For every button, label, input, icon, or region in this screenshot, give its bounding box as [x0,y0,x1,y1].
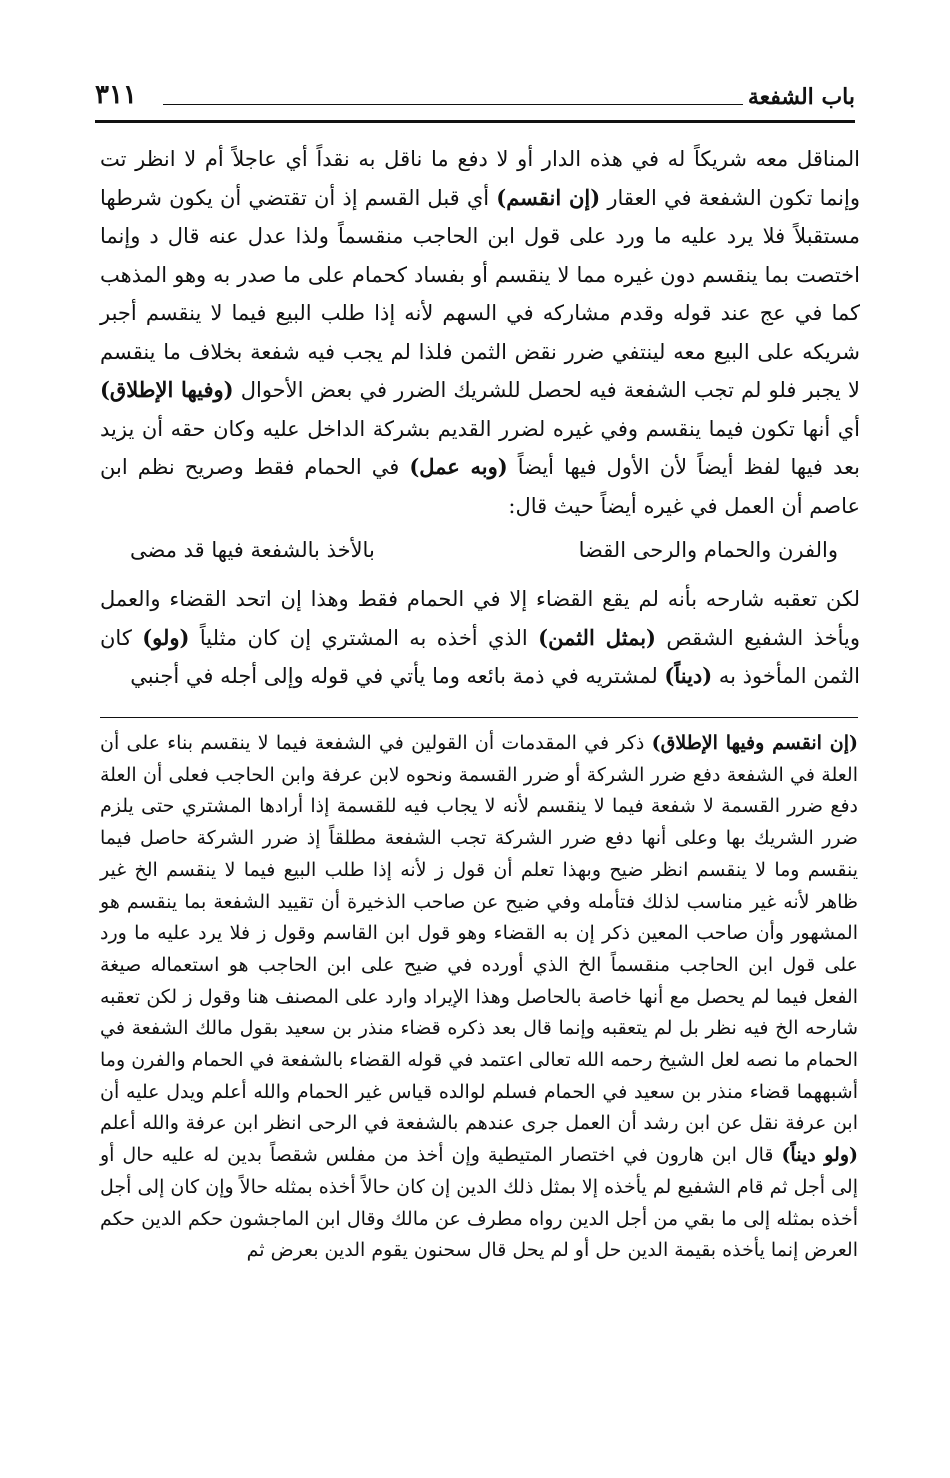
bold-lemma: (إن انقسم وفيها الإطلاق) [651,732,858,754]
bold-lemma: (ولو ديناً) [781,1144,858,1167]
verse-second-hemistich: بالأخذ بالشفعة فيها قد مضى [130,538,375,562]
page-number: ٣١١ [95,80,137,110]
text-run: لمشتريه في ذمة بائعه وما يأتي في قوله وإلى أجله في أجنبي [130,664,665,688]
bold-lemma: (ولو) [142,624,190,650]
bold-lemma: (إن انقسم) [496,184,601,210]
main-text-bottom [100,580,860,696]
footnote [100,728,858,1267]
text-run: الذي أخذه به المشتري إن كان مثلياً [189,625,539,650]
text-run: أي قبل القسم إذ أن تقتضي أن يكون شرطها مستقبلاً فلا يرد عليه ما ورد على قول ابن الحاجب منقسماً ولذا عدل عنه قال د وإنما اختصت بما ينقسم دون غيره مما لا ينقسم أو بفساد كحمام على ما صدر به وهو المذهب كما في عج عند قوله وقدم مشاركه في السهم لأنه إذا طلب البيع فيما لا ينقسم أجبر شريكه على البيع معه لينتفي ضرر نقض الثمن فلذا لم يجب فيه شفعة بخلاف ما ينقسم لا يجبر فلو لم تجب الشفعة فيه لحصل للشريك الضرر في بعض الأحوال [100,185,860,402]
text-run: كان الثمن المأخوذ به [100,625,860,688]
bold-lemma: (بمثل الثمن) [538,624,656,650]
verse-first-hemistich: والفرن والحمام والرحى القضا [578,538,838,562]
chapter-title: باب الشفعة [747,84,855,110]
main-paragraph-2 [100,580,860,696]
header-divider [95,120,855,123]
bold-lemma: (ديناً) [664,663,713,688]
bold-lemma: (وفيها الإطلاق) [100,377,234,402]
text-run: ذكر في المقدمات أن القولين في الشفعة فيما لا ينقسم بناء على أن العلة في الشفعة دفع ضرر الشركة أو ضرر القسمة ونحوه لابن عرفة وابن الحاجب فعلى أن العلة دفع ضرر القسمة لا شفعة فيما لا ينقسم لأنه لا يجاب فيه للقسمة إذا أرادها المشتري حتى يلزم ضرر الشريك بها وعلى أنها دفع ضرر الشركة تجب الشفعة مطلقاً إذ ضرر الشركة حاصل فيما ينقسم وما لا ينقسم انظر ضيح وبهذا تعلم أن قول ز لأنه إذا طلب البيع فيما لا ينقسم الخ غير ظاهر لأنه غير مناسب لذلك فتأمله وفي ضيح عن صاحب الذخيرة أن تقييد الشفعة بما ينقسم هو المشهور وأن صاحب المعين ذكر إن به القضاء وهو قول ابن القاسم وقول ز فلا يرد عليه ما ورد على قول ابن الحاجب منقسماً الخ الذي أورده في ضيح على ابن الحاجب هو استعماله صيغة الفعل فيما لم يحصل مع أنها خاصة بالحاصل وهذا الإيراد وارد على المصنف هنا وقول ز لكن تعقبه شارحه الخ فيه نظر بل لم يتعقبه وإنما قال بعد ذكره قضاء منذر بن سعيد بقول مالك الشفعة في الحمام ما نصه لعل الشيخ رحمه الله تعالى اعتمد في قوله القضاء بالشفعة في الحمام والفرن وما أشبههما قضاء منذر بن سعيد في الحمام فسلم لوالده قياس غير الحمام والله أعلم ويدل عليه أن ابن عرفة نقل عن ابن رشد أن العمل جرى عندهم بالشفعة في الرحى انظر ابن عرفة والله أعلم [100,732,858,1135]
main-text-top [100,140,860,525]
verse-line [130,538,838,562]
footnote-paragraph [100,728,858,1267]
header-rule [163,104,743,105]
text-run: في الحمام فقط وصريح نظم ابن عاصم أن العمل في غيره أيضاً حيث قال: [100,455,860,518]
text-run: لكن تعقبه شارحه بأنه لم يقع القضاء إلا في الحمام فقط وهذا إن اتحد القضاء والعمل ويأخذ الشفيع الشقص [100,587,860,650]
footnote-divider [100,717,858,718]
text-run: المناقل معه شريكاً له في هذه الدار أو لا دفع ما ناقل به نقداً أي عاجلاً أم لا انظر تت وإنما تكون الشفعة في العقار [100,147,860,210]
page-header [95,78,855,118]
text-run: قال ابن هارون في اختصار المتيطية وإن أخذ من مفلس شقصاً بدين له عليه حال أو إلى أجل ثم قام الشفيع لم يأخذه إلا بمثل ذلك الدين إن كان حالاً أخذه بمثله حالاً وإن كان إلى أجل أخذه بمثله إلى ما بقي من أجل الدين رواه مطرف عن مالك وقال ابن الماجشون حكم الدين حكم العرض إنما يأخذه بقيمة الدين حل أو لم يحل قال سحنون يقوم الدين بعرض ثم [100,1144,858,1262]
bold-lemma: (وبه عمل) [409,454,508,479]
main-paragraph-1 [100,140,860,525]
text-run: أي أنها تكون فيما ينقسم وفي غيره لضرر القديم بشركة الداخل عليه وكان حقه أن يزيد بعد فيها لفظ أيضاً لأن الأول فيها أيضاً [100,416,860,479]
